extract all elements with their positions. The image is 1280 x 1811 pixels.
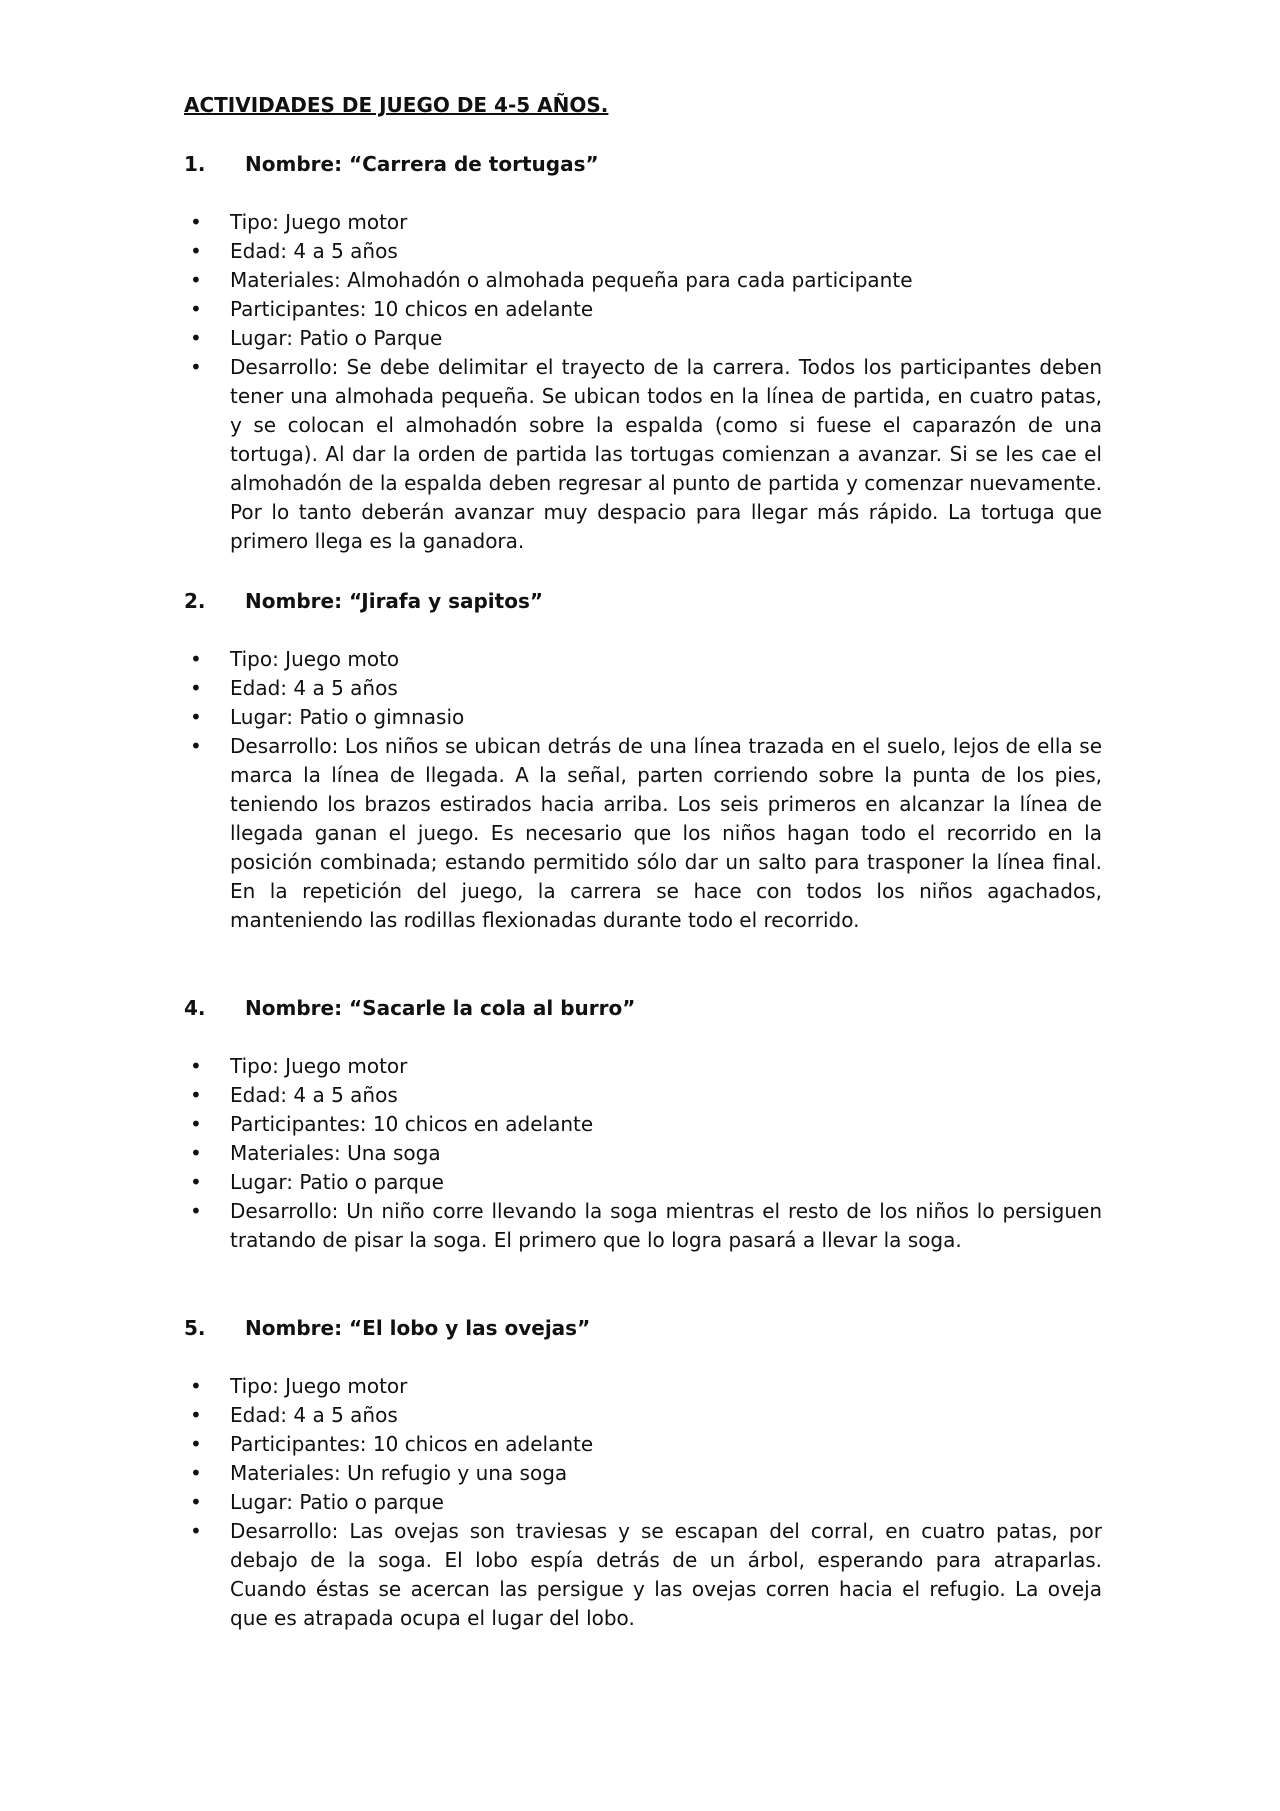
bullet-icon: • bbox=[190, 268, 202, 292]
bullet-icon: • bbox=[190, 676, 202, 700]
bullet-icon: • bbox=[190, 1170, 202, 1194]
detail-text: Tipo: Juego moto bbox=[230, 647, 400, 671]
bullet-icon: • bbox=[190, 297, 202, 321]
activity-name: Nombre: “Sacarle la cola al burro” bbox=[245, 996, 636, 1020]
activity-heading bbox=[184, 994, 1102, 1022]
bullet-icon: • bbox=[190, 1519, 202, 1543]
bullet-icon: • bbox=[190, 355, 202, 379]
activity-section bbox=[184, 587, 1102, 935]
detail-text: Participantes: 10 chicos en adelante bbox=[230, 1112, 594, 1136]
bullet-icon: • bbox=[190, 1403, 202, 1427]
list-item bbox=[184, 1197, 1102, 1255]
detail-text: Desarrollo: Los niños se ubican detrás de una línea trazada en el suelo, lejos de ella se marca la línea de llegada. A la señal, parten corriendo sobre la punta de los pies, teniendo los brazos estirados hacia arriba. Los seis primeros en alcanzar la línea de llegada ganan el juego. Es necesario que los niños hagan todo el recorrido en la posición combinada; estando permitido sólo dar un salto para trasponer la línea final. En la repetición del juego, la carrera se hace con todos los niños agachados, manteniendo las rodillas flexionadas durante todo el recorrido. bbox=[230, 734, 1102, 932]
list-item bbox=[184, 1517, 1102, 1633]
list-item bbox=[184, 703, 1102, 732]
activity-name: Nombre: “Carrera de tortugas” bbox=[245, 152, 599, 176]
list-item bbox=[184, 732, 1102, 935]
bullet-icon: • bbox=[190, 239, 202, 263]
list-item bbox=[184, 1110, 1102, 1139]
list-item bbox=[184, 237, 1102, 266]
bullet-icon: • bbox=[190, 326, 202, 350]
bullet-icon: • bbox=[190, 210, 202, 234]
bullet-icon: • bbox=[190, 1461, 202, 1485]
bullet-icon: • bbox=[190, 647, 202, 671]
detail-text: Edad: 4 a 5 años bbox=[230, 239, 398, 263]
detail-text: Edad: 4 a 5 años bbox=[230, 1083, 398, 1107]
list-item bbox=[184, 1401, 1102, 1430]
activity-details-list bbox=[184, 1372, 1102, 1633]
detail-text: Participantes: 10 chicos en adelante bbox=[230, 1432, 594, 1456]
list-item bbox=[184, 295, 1102, 324]
activity-number: 4. bbox=[184, 996, 206, 1020]
detail-text: Tipo: Juego motor bbox=[230, 1054, 408, 1078]
detail-text: Lugar: Patio o parque bbox=[230, 1170, 444, 1194]
bullet-icon: • bbox=[190, 1112, 202, 1136]
activity-name: Nombre: “El lobo y las ovejas” bbox=[245, 1316, 591, 1340]
bullet-icon: • bbox=[190, 1199, 202, 1223]
list-item bbox=[184, 1168, 1102, 1197]
list-item bbox=[184, 208, 1102, 237]
activity-section bbox=[184, 150, 1102, 556]
list-item bbox=[184, 645, 1102, 674]
activity-details-list bbox=[184, 208, 1102, 556]
detail-text: Desarrollo: Las ovejas son traviesas y se escapan del corral, en cuatro patas, por debajo de la soga. El lobo espía detrás de un árbol, esperando para atraparlas. Cuando éstas se acercan las persigue y las ovejas corren hacia el refugio. La oveja que es atrapada ocupa el lugar del lobo. bbox=[230, 1519, 1102, 1630]
list-item bbox=[184, 324, 1102, 353]
list-item bbox=[184, 1459, 1102, 1488]
activity-section bbox=[184, 1314, 1102, 1633]
list-item bbox=[184, 266, 1102, 295]
bullet-icon: • bbox=[190, 1083, 202, 1107]
detail-text: Desarrollo: Se debe delimitar el trayecto de la carrera. Todos los participantes deben tener una almohada pequeña. Se ubican todos en la línea de partida, en cuatro patas, y se colocan el almohadón sobre la espalda (como si fuese el caparazón de una tortuga). Al dar la orden de partida las tortugas comienzan a avanzar. Si se les cae el almohadón de la espalda deben regresar al punto de partida y comenzar nuevamente. Por lo tanto deberán avanzar muy despacio para llegar más rápido. La tortuga que primero llega es la ganadora. bbox=[230, 355, 1102, 553]
bullet-icon: • bbox=[190, 705, 202, 729]
activity-details-list bbox=[184, 645, 1102, 935]
detail-text: Lugar: Patio o Parque bbox=[230, 326, 443, 350]
list-item bbox=[184, 1139, 1102, 1168]
bullet-icon: • bbox=[190, 734, 202, 758]
list-item bbox=[184, 1488, 1102, 1517]
list-item bbox=[184, 1372, 1102, 1401]
bullet-icon: • bbox=[190, 1490, 202, 1514]
activity-number: 1. bbox=[184, 152, 206, 176]
activity-details-list bbox=[184, 1052, 1102, 1255]
list-item bbox=[184, 353, 1102, 556]
activity-section bbox=[184, 994, 1102, 1255]
document-title: ACTIVIDADES DE JUEGO DE 4-5 AÑOS. bbox=[184, 93, 609, 117]
activity-number: 2. bbox=[184, 589, 206, 613]
detail-text: Materiales: Un refugio y una soga bbox=[230, 1461, 568, 1485]
activity-heading bbox=[184, 150, 1102, 178]
detail-text: Desarrollo: Un niño corre llevando la soga mientras el resto de los niños lo persiguen tratando de pisar la soga. El primero que lo logra pasará a llevar la soga. bbox=[230, 1199, 1102, 1252]
list-item bbox=[184, 674, 1102, 703]
list-item bbox=[184, 1081, 1102, 1110]
bullet-icon: • bbox=[190, 1054, 202, 1078]
detail-text: Materiales: Almohadón o almohada pequeña para cada participante bbox=[230, 268, 913, 292]
list-item bbox=[184, 1430, 1102, 1459]
activity-number: 5. bbox=[184, 1316, 206, 1340]
list-item bbox=[184, 1052, 1102, 1081]
activity-name: Nombre: “Jirafa y sapitos” bbox=[245, 589, 544, 613]
detail-text: Edad: 4 a 5 años bbox=[230, 1403, 398, 1427]
detail-text: Participantes: 10 chicos en adelante bbox=[230, 297, 594, 321]
detail-text: Materiales: Una soga bbox=[230, 1141, 441, 1165]
bullet-icon: • bbox=[190, 1141, 202, 1165]
detail-text: Lugar: Patio o gimnasio bbox=[230, 705, 465, 729]
bullet-icon: • bbox=[190, 1374, 202, 1398]
detail-text: Lugar: Patio o parque bbox=[230, 1490, 444, 1514]
bullet-icon: • bbox=[190, 1432, 202, 1456]
activity-heading bbox=[184, 587, 1102, 615]
detail-text: Tipo: Juego motor bbox=[230, 210, 408, 234]
detail-text: Tipo: Juego motor bbox=[230, 1374, 408, 1398]
detail-text: Edad: 4 a 5 años bbox=[230, 676, 398, 700]
activity-heading bbox=[184, 1314, 1102, 1342]
